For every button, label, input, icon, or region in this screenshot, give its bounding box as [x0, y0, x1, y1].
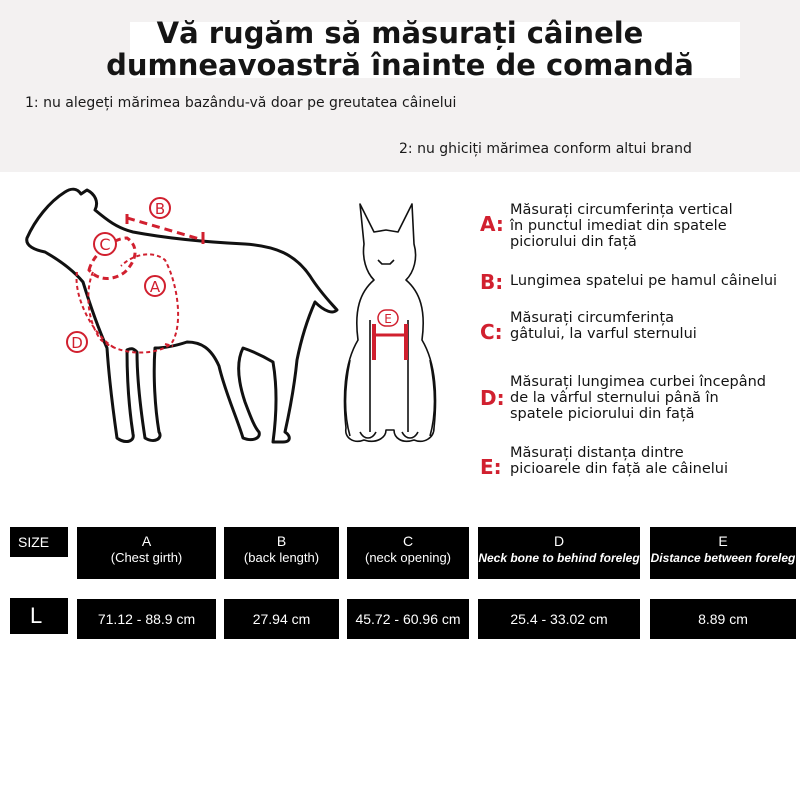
table-header-c-letter: C [402, 533, 414, 549]
table-header-d [478, 527, 640, 579]
table-header-e [650, 527, 796, 579]
table-cell-d-value: 25.4 - 33.02 cm [510, 611, 608, 627]
table-header-a-sub: (Chest girth) [110, 550, 183, 565]
table-cell-a-value: 71.12 - 88.9 cm [97, 611, 196, 627]
page-title-line-1: Vă rugăm să măsurați câinele [156, 16, 644, 50]
table-cell-c [347, 599, 469, 639]
table-header-e-sub: Distance between foreleg [650, 551, 796, 565]
table-cell-e [650, 599, 796, 639]
dog-side-outline [27, 189, 337, 442]
legend-letter-c: C: [480, 320, 503, 344]
table-header-b [224, 527, 339, 579]
table-header-e-letter: E [718, 533, 728, 549]
table-cell-b-value: 27.94 cm [252, 611, 311, 627]
table-cell-e-value: 8.89 cm [698, 611, 748, 627]
table-cell-b [224, 599, 339, 639]
table-cell-d [478, 599, 640, 639]
legend-text-e: Măsurați distanța dintre picioarele din față ale câinelui [510, 445, 729, 477]
legend-letter-b: B: [480, 270, 504, 294]
legend-text-d: Măsurați lungimea curbei începând de la vârful sternului până în spatele piciorului din față [510, 374, 766, 422]
marker-e-ends [374, 324, 406, 360]
legend-text-b: Lungimea spatelui pe hamul câinelui [510, 273, 778, 289]
dog-front-diagram [330, 200, 450, 455]
table-header-size [10, 527, 68, 557]
table-header-c-sub: (neck opening) [365, 550, 451, 565]
marker-a-label: A [149, 278, 161, 296]
table-header-c [347, 527, 469, 579]
marker-e-label: E [384, 312, 392, 326]
table-header-size-label: SIZE [18, 534, 50, 550]
table-cell-c-value: 45.72 - 60.96 cm [355, 611, 461, 627]
legend-text-c: Măsurați circumferința gâtului, la varful sternului [510, 310, 697, 342]
legend-letter-d: D: [480, 386, 505, 410]
note-brand: 2: nu ghiciți mărimea conform altui brand [399, 141, 692, 157]
table-header-d-letter: D [553, 533, 565, 549]
table-row-size-label: L [30, 603, 43, 628]
table-header-d-sub: Neck bone to behind foreleg [478, 551, 640, 565]
table-row-size [10, 598, 68, 634]
legend-text-a: Măsurați circumferința vertical în punctul imediat din spatele piciorului din față [510, 202, 733, 250]
dog-side-diagram [15, 180, 345, 460]
table-header-a [77, 527, 216, 579]
marker-d-label: D [71, 334, 83, 352]
table-header-a-letter: A [141, 533, 152, 549]
legend-letter-e: E: [480, 455, 502, 479]
table-cell-a [77, 599, 216, 639]
table-header-b-sub: (back length) [243, 550, 320, 565]
marker-c-label: C [99, 235, 111, 254]
page-title-line-2: dumneavoastră înainte de comandă [106, 48, 694, 82]
table-header-b-letter: B [276, 533, 287, 549]
marker-b-label: B [154, 200, 166, 218]
note-weight: 1: nu alegeți mărimea bazându-vă doar pe greutatea câinelui [25, 95, 457, 111]
legend-letter-a: A: [480, 212, 504, 236]
